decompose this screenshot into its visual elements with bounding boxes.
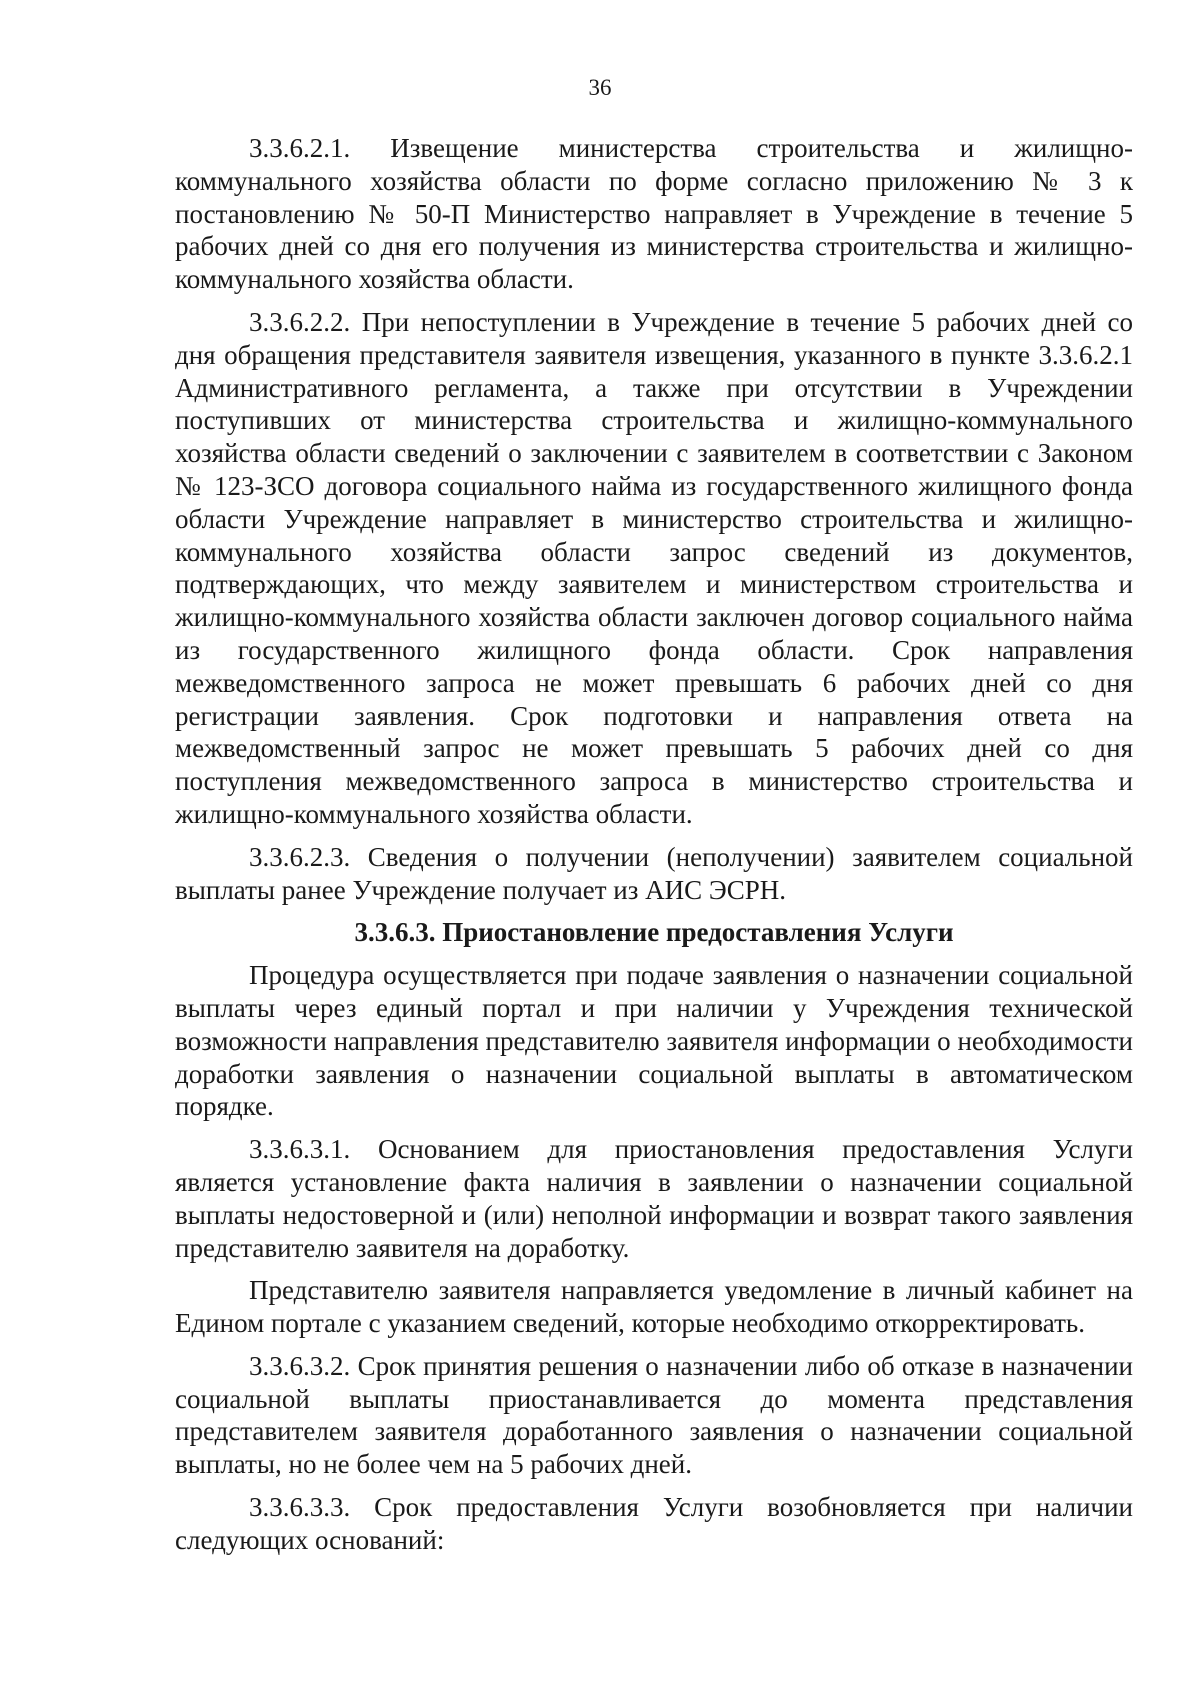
paragraph-procedure: Процедура осуществляется при подаче заявления о назначении социальной выплаты через единый портал и при наличии у Учреждения технической возможности направления представителю заявителя информации о необходимости доработки заявления о назначении социальной выплаты в автоматическом порядке. bbox=[175, 960, 1133, 1122]
paragraph-3-3-6-2-2: 3.3.6.2.2. При непоступлении в Учреждение в течение 5 рабочих дней со дня обращения представителя заявителя извещения, указанного в пункте 3.3.6.2.1 Административного регламента, а также при отсутствии в Учреждении поступивших от министерства строительства и жилищно-коммунального хозяйства области сведений о заключении с заявителем в соответствии с Законом № 123-ЗСО договора социального найма из государственного жилищного фонда области Учреждение направляет в министерство строительства и жилищно-коммунального хозяйства области запрос сведений из документов, подтверждающих, что между заявителем и министерством строительства и жилищно-коммунального хозяйства области заключен договор социального найма из государственного жилищного фонда области. Срок направления межведомственного запроса не может превышать 6 рабочих дней со дня регистрации заявления. Срок подготовки и направления ответа на межведомственный запрос не может превышать 5 рабочих дней со дня поступления межведомственного запроса в министерство строительства и жилищно-коммунального хозяйства области. bbox=[175, 306, 1133, 829]
paragraph-3-3-6-2-3: 3.3.6.2.3. Сведения о получении (неполучении) заявителем социальной выплаты ранее Учреждение получает из АИС ЭСРН. bbox=[175, 841, 1133, 905]
paragraph-3-3-6-3-3: 3.3.6.3.3. Срок предоставления Услуги возобновляется при наличии следующих оснований: bbox=[175, 1492, 1133, 1555]
paragraph-notification: Представителю заявителя направляется уведомление в личный кабинет на Едином портале с указанием сведений, которые необходимо откорректировать. bbox=[175, 1275, 1133, 1339]
paragraph-3-3-6-3-1: 3.3.6.3.1. Основанием для приостановления предоставления Услуги является установление факта наличия в заявлении о назначении социальной выплаты недостоверной и (или) неполной информации и возврат такого заявления представителю заявителя на доработку. bbox=[175, 1134, 1133, 1263]
paragraph-3-3-6-2-1: 3.3.6.2.1. Извещение министерства строительства и жилищно-коммунального хозяйства области по форме согласно приложению № 3 к постановлению № 50-П Министерство направляет в Учреждение в течение 5 рабочих дней со дня его получения из министерства строительства и жилищно-коммунального хозяйства области. bbox=[175, 133, 1133, 295]
document-body bbox=[175, 132, 1133, 1557]
section-heading: 3.3.6.3. Приостановление предоставления Услуги bbox=[354, 917, 954, 948]
paragraph-3-3-6-3-2: 3.3.6.3.2. Срок принятия решения о назначении либо об отказе в назначении социальной выплаты приостанавливается до момента представления представителем заявителя доработанного заявления о назначении социальной выплаты, но не более чем на 5 рабочих дней. bbox=[175, 1350, 1133, 1480]
page-number: 36 bbox=[588, 75, 612, 100]
